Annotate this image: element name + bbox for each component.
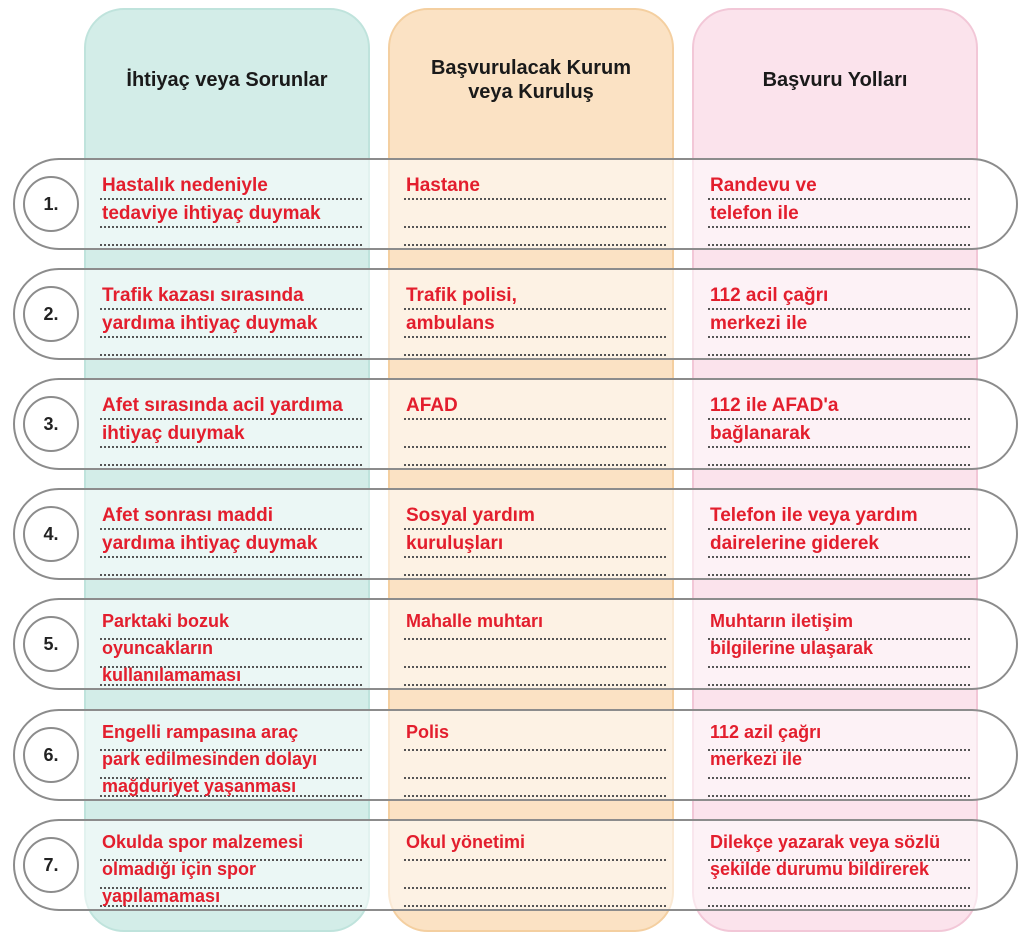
dotted-line bbox=[100, 244, 362, 246]
dotted-line bbox=[404, 887, 666, 889]
table-row bbox=[13, 598, 1018, 690]
dotted-line bbox=[100, 354, 362, 356]
dotted-line bbox=[404, 226, 666, 228]
dotted-line bbox=[404, 446, 666, 448]
row-number: 5. bbox=[23, 616, 79, 672]
method-cell bbox=[708, 719, 970, 795]
dotted-line bbox=[708, 795, 970, 797]
need-cell bbox=[100, 498, 362, 574]
dotted-line bbox=[404, 244, 666, 246]
method-cell-text: 112 ile AFAD'a bağlanarak bbox=[710, 395, 839, 444]
institution-cell bbox=[404, 498, 666, 574]
need-cell bbox=[100, 388, 362, 464]
institution-cell bbox=[404, 388, 666, 464]
method-cell bbox=[708, 608, 970, 684]
table-row bbox=[13, 819, 1018, 911]
header-institutions: Başvurulacak Kurum veya Kuruluş bbox=[430, 57, 632, 103]
dotted-line bbox=[404, 354, 666, 356]
method-cell bbox=[708, 829, 970, 905]
institution-cell-text: Hastane bbox=[406, 175, 480, 196]
dotted-line bbox=[404, 749, 666, 751]
need-cell-text: Okulda spor malzemesi olmadığı için spor yapılamaması bbox=[102, 832, 304, 906]
dotted-line bbox=[404, 666, 666, 668]
dotted-line bbox=[100, 574, 362, 576]
need-cell-text: Afet sırasında acil yardıma ihtiyaç duıymak bbox=[102, 395, 343, 444]
row-number: 4. bbox=[23, 506, 79, 562]
need-cell bbox=[100, 278, 362, 354]
need-cell bbox=[100, 719, 362, 795]
header-needs: İhtiyaç veya Sorunlar bbox=[126, 69, 328, 91]
dotted-line bbox=[100, 464, 362, 466]
institution-cell-text: Mahalle muhtarı bbox=[406, 611, 544, 631]
institution-cell bbox=[404, 278, 666, 354]
row-number: 3. bbox=[23, 396, 79, 452]
dotted-line bbox=[708, 464, 970, 466]
need-cell bbox=[100, 168, 362, 244]
need-cell-text: Hastalık nedeniyle tedaviye ihtiyaç duymak bbox=[102, 175, 321, 224]
institution-cell-text: Okul yönetimi bbox=[406, 832, 526, 852]
dotted-line bbox=[708, 666, 970, 668]
institution-cell bbox=[404, 719, 666, 795]
dotted-line bbox=[708, 354, 970, 356]
need-cell-text: Afet sonrası maddi yardıma ihtiyaç duymak bbox=[102, 505, 318, 554]
method-cell-text: 112 azil çağrı merkezi ile bbox=[710, 722, 822, 769]
dotted-line bbox=[404, 684, 666, 686]
row-number: 2. bbox=[23, 286, 79, 342]
institution-cell bbox=[404, 608, 666, 684]
dotted-line bbox=[404, 574, 666, 576]
method-cell-text: Telefon ile veya yardım dairelerine giderek bbox=[710, 505, 918, 554]
dotted-line bbox=[404, 859, 666, 861]
table-row bbox=[13, 378, 1018, 470]
row-number: 1. bbox=[23, 176, 79, 232]
need-cell bbox=[100, 608, 362, 684]
need-cell bbox=[100, 829, 362, 905]
institution-cell-text: Polis bbox=[406, 722, 450, 742]
table-row bbox=[13, 158, 1018, 250]
dotted-line bbox=[708, 244, 970, 246]
dotted-line bbox=[708, 574, 970, 576]
dotted-line bbox=[708, 905, 970, 907]
dotted-line bbox=[404, 464, 666, 466]
method-cell-text: Muhtarın iletişim bilgilerine ulaşarak bbox=[710, 611, 874, 658]
institution-cell-text: Sosyal yardım kuruluşları bbox=[406, 505, 535, 554]
header-methods: Başvuru Yolları bbox=[762, 69, 908, 91]
method-cell-text: Randevu ve telefon ile bbox=[710, 175, 817, 224]
dotted-line bbox=[708, 887, 970, 889]
method-cell bbox=[708, 498, 970, 574]
method-cell-text: Dilekçe yazarak veya sözlü şekilde durumu bildirerek bbox=[710, 832, 941, 879]
table-row bbox=[13, 709, 1018, 801]
need-cell-text: Parktaki bozuk oyuncakların kullanılamaması bbox=[102, 611, 242, 685]
dotted-line bbox=[404, 905, 666, 907]
method-cell bbox=[708, 168, 970, 244]
institution-cell bbox=[404, 168, 666, 244]
table-row bbox=[13, 268, 1018, 360]
dotted-line bbox=[708, 777, 970, 779]
dotted-line bbox=[404, 777, 666, 779]
method-cell-text: 112 acil çağrı merkezi ile bbox=[710, 285, 829, 334]
method-cell bbox=[708, 278, 970, 354]
need-cell-text: Trafik kazası sırasında yardıma ihtiyaç duymak bbox=[102, 285, 318, 334]
institution-cell bbox=[404, 829, 666, 905]
method-cell bbox=[708, 388, 970, 464]
dotted-line bbox=[404, 638, 666, 640]
row-number: 6. bbox=[23, 727, 79, 783]
row-number: 7. bbox=[23, 837, 79, 893]
table-row bbox=[13, 488, 1018, 580]
institution-cell-text: AFAD bbox=[406, 395, 458, 416]
need-cell-text: Engelli rampasına araç park edilmesinden dolayı mağduriyet yaşanması bbox=[102, 722, 318, 796]
dotted-line bbox=[708, 684, 970, 686]
dotted-line bbox=[404, 795, 666, 797]
institution-cell-text: Trafik polisi, ambulans bbox=[406, 285, 517, 334]
